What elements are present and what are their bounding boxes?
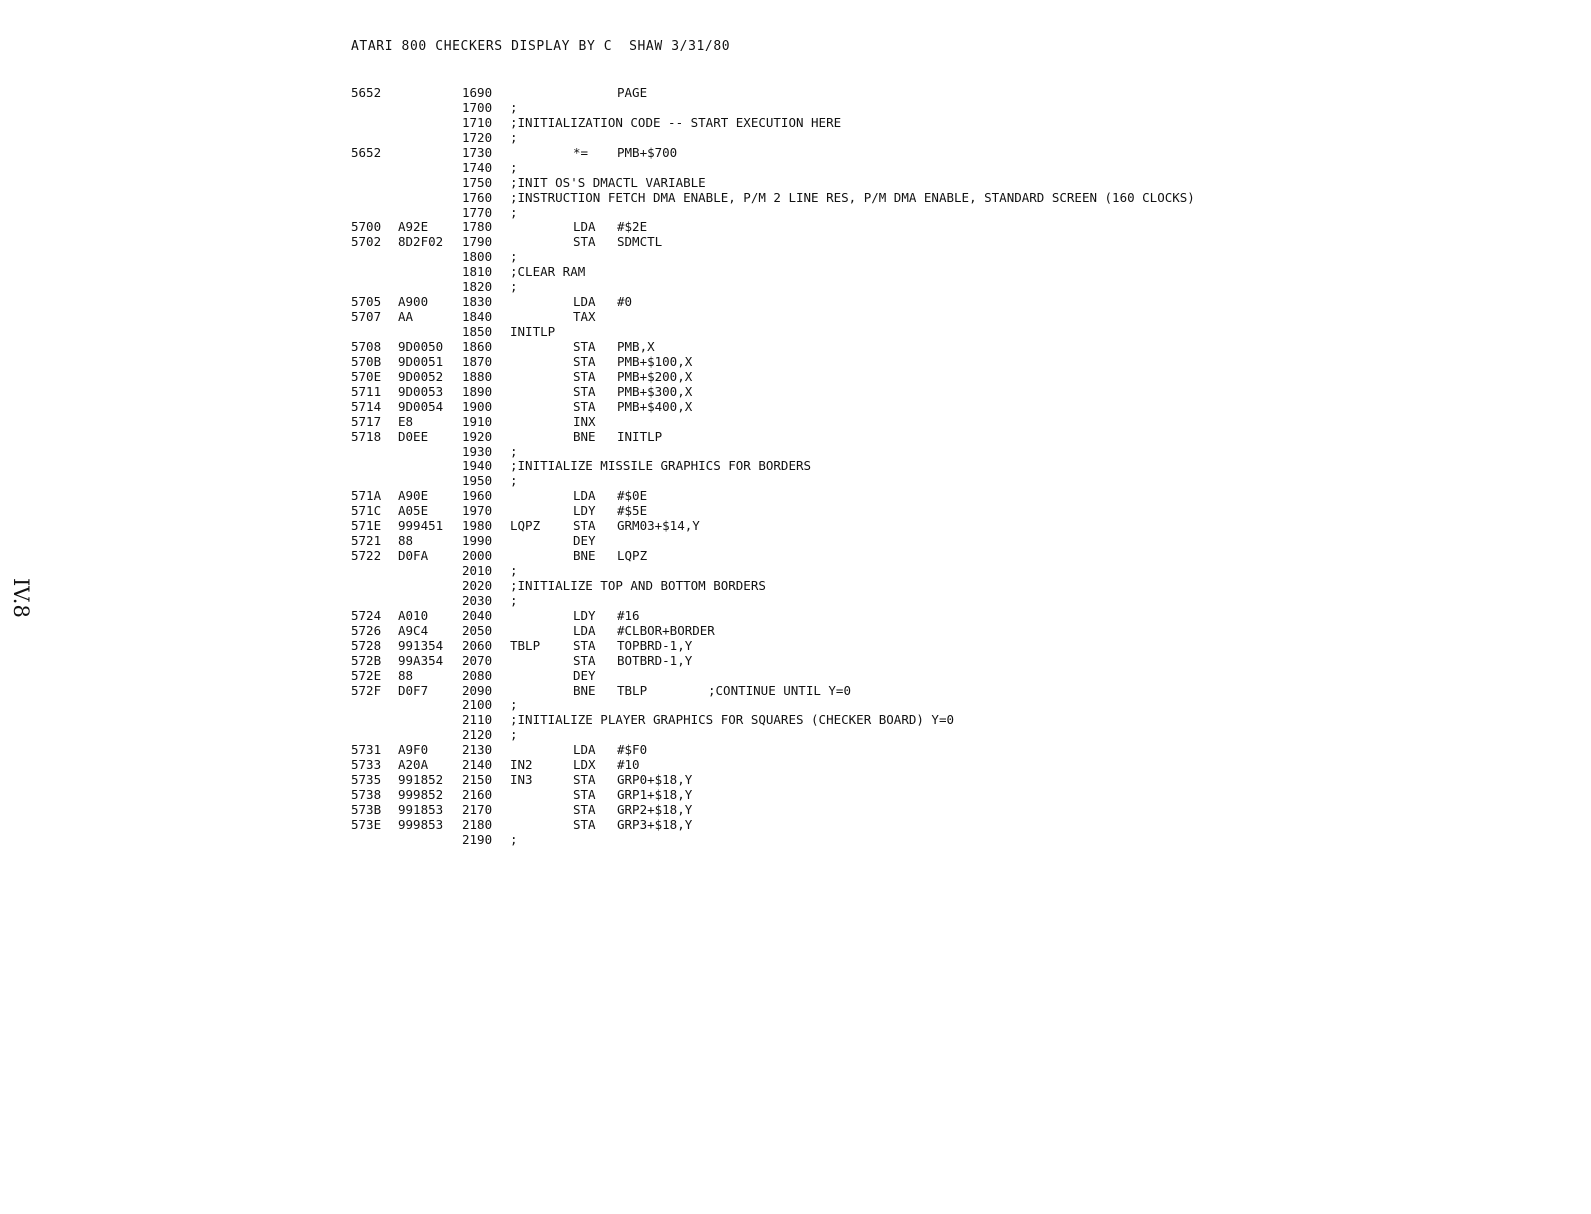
- line-remark: ;: [510, 204, 518, 220]
- listing-line: [351, 504, 1551, 519]
- line-remark: ;INITIALIZATION CODE -- START EXECUTION HERE: [510, 114, 842, 130]
- listing-line: [351, 698, 1551, 713]
- line-operand: #CLBOR+BORDER: [617, 622, 715, 638]
- line-operand: SDMCTL: [617, 234, 663, 250]
- line-object-code: 88: [398, 533, 414, 549]
- listing-line: [351, 489, 1551, 504]
- line-number: 2060: [462, 637, 493, 653]
- line-number: 2170: [462, 802, 493, 817]
- line-remark: ;: [510, 443, 518, 459]
- listing-line: [351, 235, 1551, 250]
- line-remark: ;INITIALIZE PLAYER GRAPHICS FOR SQUARES (CHECKER BOARD) Y=0: [510, 712, 955, 728]
- line-object-code: 9D0054: [398, 398, 444, 414]
- line-operand: LQPZ: [617, 548, 648, 564]
- listing-line: [351, 116, 1551, 131]
- line-object-code: 991852: [398, 772, 444, 788]
- line-number: 2090: [462, 682, 493, 698]
- listing-line: [351, 594, 1551, 609]
- line-opcode: STA: [573, 398, 596, 414]
- line-number: 1720: [462, 129, 493, 145]
- line-object-code: E8: [398, 413, 414, 429]
- listing-line: [351, 564, 1551, 579]
- line-remark: ;: [510, 279, 518, 295]
- line-number: 1820: [462, 279, 493, 295]
- line-remark: ;: [510, 473, 518, 489]
- line-object-code: A20A: [398, 757, 429, 773]
- line-opcode: STA: [573, 787, 596, 803]
- listing-line: [351, 295, 1551, 310]
- line-object-code: A010: [398, 607, 429, 623]
- line-number: 1910: [462, 413, 493, 429]
- line-remark: ;INITIALIZE TOP AND BOTTOM BORDERS: [510, 577, 766, 593]
- line-object-code: 9D0053: [398, 383, 444, 399]
- line-operand: PMB+$400,X: [617, 398, 693, 414]
- line-address: 5652: [351, 85, 382, 100]
- listing-line: [351, 654, 1551, 669]
- line-opcode: STA: [573, 234, 596, 250]
- listing-line: [351, 265, 1551, 280]
- listing-line: [351, 191, 1551, 206]
- line-opcode: STA: [573, 338, 596, 354]
- line-object-code: 999451: [398, 518, 444, 534]
- line-object-code: A900: [398, 294, 429, 310]
- line-operand: GRP3+$18,Y: [617, 816, 693, 832]
- line-address: 571A: [351, 488, 382, 504]
- line-address: 5722: [351, 548, 382, 564]
- line-opcode: LDY: [573, 607, 596, 623]
- line-number: 1940: [462, 458, 493, 474]
- line-label: LQPZ: [510, 518, 541, 534]
- line-number: 2050: [462, 622, 493, 638]
- line-number: 2130: [462, 742, 493, 758]
- line-number: 1710: [462, 114, 493, 130]
- line-address: 5711: [351, 383, 382, 399]
- line-number: 2180: [462, 816, 493, 832]
- line-number: 1930: [462, 443, 493, 459]
- line-opcode: STA: [573, 518, 596, 534]
- assembly-listing: [351, 86, 1551, 848]
- line-opcode: STA: [573, 772, 596, 788]
- line-object-code: AA: [398, 309, 414, 325]
- line-address: 5721: [351, 533, 382, 549]
- line-number: 1740: [462, 159, 493, 175]
- listing-line: [351, 669, 1551, 684]
- line-opcode: TAX: [573, 309, 596, 325]
- line-number: 1700: [462, 99, 493, 115]
- line-number: 1900: [462, 398, 493, 414]
- line-opcode: LDA: [573, 742, 596, 758]
- line-number: 1770: [462, 204, 493, 220]
- line-object-code: 99A354: [398, 652, 444, 668]
- listing-line: [351, 86, 1551, 101]
- line-number: 1860: [462, 338, 493, 354]
- page-title: ATARI 800 CHECKERS DISPLAY BY C SHAW 3/31/80: [351, 39, 731, 54]
- listing-line: [351, 713, 1551, 728]
- line-address: 5735: [351, 772, 382, 788]
- line-opcode: LDY: [573, 503, 596, 519]
- line-label: TBLP: [510, 637, 541, 653]
- line-address: 5702: [351, 234, 382, 250]
- line-number: 2160: [462, 787, 493, 803]
- page-number: IV.8: [9, 578, 33, 618]
- line-number: 2080: [462, 667, 493, 683]
- line-opcode: STA: [573, 383, 596, 399]
- line-object-code: 8D2F02: [398, 234, 444, 250]
- line-opcode: LDA: [573, 488, 596, 504]
- listing-line: [351, 370, 1551, 385]
- line-address: 5718: [351, 428, 382, 444]
- listing-line: [351, 728, 1551, 743]
- line-address: 571C: [351, 503, 382, 519]
- line-object-code: 9D0052: [398, 368, 444, 384]
- line-opcode: BNE: [573, 682, 596, 698]
- listing-line: [351, 609, 1551, 624]
- line-object-code: 9D0051: [398, 353, 444, 369]
- line-address: 5714: [351, 398, 382, 414]
- line-number: 1950: [462, 473, 493, 489]
- line-number: 1850: [462, 324, 493, 339]
- line-number: 1920: [462, 428, 493, 444]
- listing-line: [351, 624, 1551, 639]
- listing-line: [351, 161, 1551, 176]
- listing-line: [351, 355, 1551, 370]
- line-address: 570E: [351, 368, 382, 384]
- line-address: 573B: [351, 802, 382, 817]
- line-remark: ;INIT OS'S DMACTL VARIABLE: [510, 174, 706, 190]
- listing-line: [351, 415, 1551, 430]
- line-operand: PMB+$300,X: [617, 383, 693, 399]
- line-number: 2110: [462, 712, 493, 728]
- listing-line: [351, 773, 1551, 788]
- line-object-code: A9C4: [398, 622, 429, 638]
- line-opcode: LDX: [573, 757, 596, 773]
- line-number: 2150: [462, 772, 493, 788]
- line-address: 5717: [351, 413, 382, 429]
- line-object-code: A92E: [398, 219, 429, 235]
- line-operand: GRP0+$18,Y: [617, 772, 693, 788]
- line-operand: BOTBRD-1,Y: [617, 652, 693, 668]
- line-number: 1730: [462, 144, 493, 160]
- listing-line: [351, 445, 1551, 460]
- line-address: 570B: [351, 353, 382, 369]
- line-address: 5738: [351, 787, 382, 803]
- line-number: 1890: [462, 383, 493, 399]
- listing-line: [351, 474, 1551, 489]
- line-label: INITLP: [510, 324, 556, 339]
- line-operand: #$2E: [617, 219, 648, 235]
- listing-line: [351, 146, 1551, 161]
- line-address: 5733: [351, 757, 382, 773]
- listing-line: [351, 250, 1551, 265]
- line-number: 1830: [462, 294, 493, 310]
- listing-line: [351, 220, 1551, 235]
- line-opcode: STA: [573, 816, 596, 832]
- listing-line: [351, 519, 1551, 534]
- line-address: 5700: [351, 219, 382, 235]
- line-object-code: 999852: [398, 787, 444, 803]
- line-object-code: 88: [398, 667, 414, 683]
- line-number: 2040: [462, 607, 493, 623]
- listing-line: [351, 340, 1551, 355]
- line-remark: ;: [510, 563, 518, 578]
- listing-line: [351, 459, 1551, 474]
- listing-line: [351, 549, 1551, 564]
- listing-line: [351, 803, 1551, 818]
- line-object-code: 991354: [398, 637, 444, 653]
- line-label: IN3: [510, 772, 533, 788]
- line-address: 5708: [351, 338, 382, 354]
- line-opcode: BNE: [573, 428, 596, 444]
- listing-line: [351, 385, 1551, 400]
- line-number: 2100: [462, 697, 493, 713]
- line-opcode: STA: [573, 637, 596, 653]
- line-remark: ;: [510, 159, 518, 175]
- line-opcode: LDA: [573, 219, 596, 235]
- line-object-code: 9D0050: [398, 338, 444, 354]
- listing-line: [351, 131, 1551, 146]
- listing-line: [351, 833, 1551, 848]
- line-remark: ;: [510, 727, 518, 743]
- line-number: 1780: [462, 219, 493, 235]
- line-address: 5705: [351, 294, 382, 310]
- listing-line: [351, 818, 1551, 833]
- line-number: 2010: [462, 563, 493, 578]
- line-opcode: *=: [573, 144, 589, 160]
- line-remark: ;: [510, 592, 518, 608]
- line-object-code: A05E: [398, 503, 429, 519]
- listing-line: [351, 534, 1551, 549]
- line-remark: ;: [510, 249, 518, 265]
- line-number: 1980: [462, 518, 493, 534]
- line-address: 5728: [351, 637, 382, 653]
- line-opcode: DEY: [573, 667, 596, 683]
- listing-line: [351, 758, 1551, 773]
- line-operand: INITLP: [617, 428, 663, 444]
- line-operand: #$F0: [617, 742, 648, 758]
- line-object-code: 999853: [398, 816, 444, 832]
- line-object-code: D0F7: [398, 682, 429, 698]
- listing-line: [351, 280, 1551, 295]
- line-object-code: A90E: [398, 488, 429, 504]
- line-operand: PMB+$200,X: [617, 368, 693, 384]
- line-opcode: DEY: [573, 533, 596, 549]
- line-operand: GRM03+$14,Y: [617, 518, 700, 534]
- line-operand: GRP1+$18,Y: [617, 787, 693, 803]
- line-remark: ;: [510, 831, 518, 847]
- listing-line: [351, 310, 1551, 325]
- line-operand: PMB+$700: [617, 144, 678, 160]
- line-address: 5652: [351, 144, 382, 160]
- line-remark: ;: [510, 129, 518, 145]
- listing-line: [351, 639, 1551, 654]
- line-opcode: LDA: [573, 622, 596, 638]
- listing-line: [351, 788, 1551, 803]
- line-operand: #$0E: [617, 488, 648, 504]
- line-object-code: A9F0: [398, 742, 429, 758]
- line-operand: #16: [617, 607, 640, 623]
- line-opcode: STA: [573, 368, 596, 384]
- line-opcode: STA: [573, 353, 596, 369]
- line-number: 1880: [462, 368, 493, 384]
- listing-line: [351, 684, 1551, 699]
- line-operand: TBLP: [617, 682, 648, 698]
- line-operand: TOPBRD-1,Y: [617, 637, 693, 653]
- line-object-code: D0EE: [398, 428, 429, 444]
- line-opcode: LDA: [573, 294, 596, 310]
- line-operand: #10: [617, 757, 640, 773]
- line-comment: ;CONTINUE UNTIL Y=0: [708, 682, 851, 698]
- line-number: 1960: [462, 488, 493, 504]
- line-opcode: INX: [573, 413, 596, 429]
- line-remark: ;: [510, 99, 518, 115]
- line-number: 1800: [462, 249, 493, 265]
- line-opcode: BNE: [573, 548, 596, 564]
- line-number: 1840: [462, 309, 493, 325]
- line-address: 571E: [351, 518, 382, 534]
- line-address: 5731: [351, 742, 382, 758]
- line-operand: PAGE: [617, 85, 648, 100]
- line-address: 572B: [351, 652, 382, 668]
- listing-line: [351, 400, 1551, 415]
- line-number: 2000: [462, 548, 493, 564]
- line-number: 2020: [462, 577, 493, 593]
- line-remark: ;CLEAR RAM: [510, 264, 586, 280]
- line-operand: #0: [617, 294, 633, 310]
- line-address: 5707: [351, 309, 382, 325]
- line-number: 1750: [462, 174, 493, 190]
- line-address: 5724: [351, 607, 382, 623]
- line-number: 1760: [462, 189, 493, 205]
- line-number: 1990: [462, 533, 493, 549]
- listing-line: [351, 579, 1551, 594]
- line-number: 1810: [462, 264, 493, 280]
- line-address: 5726: [351, 622, 382, 638]
- line-number: 1790: [462, 234, 493, 250]
- listing-line: [351, 430, 1551, 445]
- line-remark: ;: [510, 697, 518, 713]
- line-remark: ;INSTRUCTION FETCH DMA ENABLE, P/M 2 LINE RES, P/M DMA ENABLE, STANDARD SCREEN (160 CLOCKS): [510, 189, 1195, 205]
- line-address: 572F: [351, 682, 382, 698]
- listing-line: [351, 325, 1551, 340]
- line-number: 2030: [462, 592, 493, 608]
- listing-line: [351, 206, 1551, 221]
- line-number: 2190: [462, 831, 493, 847]
- line-object-code: D0FA: [398, 548, 429, 564]
- line-operand: GRP2+$18,Y: [617, 802, 693, 817]
- listing-line: [351, 176, 1551, 191]
- line-object-code: 991853: [398, 802, 444, 817]
- line-operand: #$5E: [617, 503, 648, 519]
- line-number: 2070: [462, 652, 493, 668]
- listing-line: [351, 743, 1551, 758]
- line-operand: PMB+$100,X: [617, 353, 693, 369]
- line-opcode: STA: [573, 652, 596, 668]
- line-number: 1870: [462, 353, 493, 369]
- line-operand: PMB,X: [617, 338, 655, 354]
- line-address: 573E: [351, 816, 382, 832]
- line-number: 1690: [462, 85, 493, 100]
- line-label: IN2: [510, 757, 533, 773]
- line-opcode: STA: [573, 802, 596, 817]
- line-number: 1970: [462, 503, 493, 519]
- line-remark: ;INITIALIZE MISSILE GRAPHICS FOR BORDERS: [510, 458, 812, 474]
- listing-line: [351, 101, 1551, 116]
- line-address: 572E: [351, 667, 382, 683]
- line-number: 2140: [462, 757, 493, 773]
- line-number: 2120: [462, 727, 493, 743]
